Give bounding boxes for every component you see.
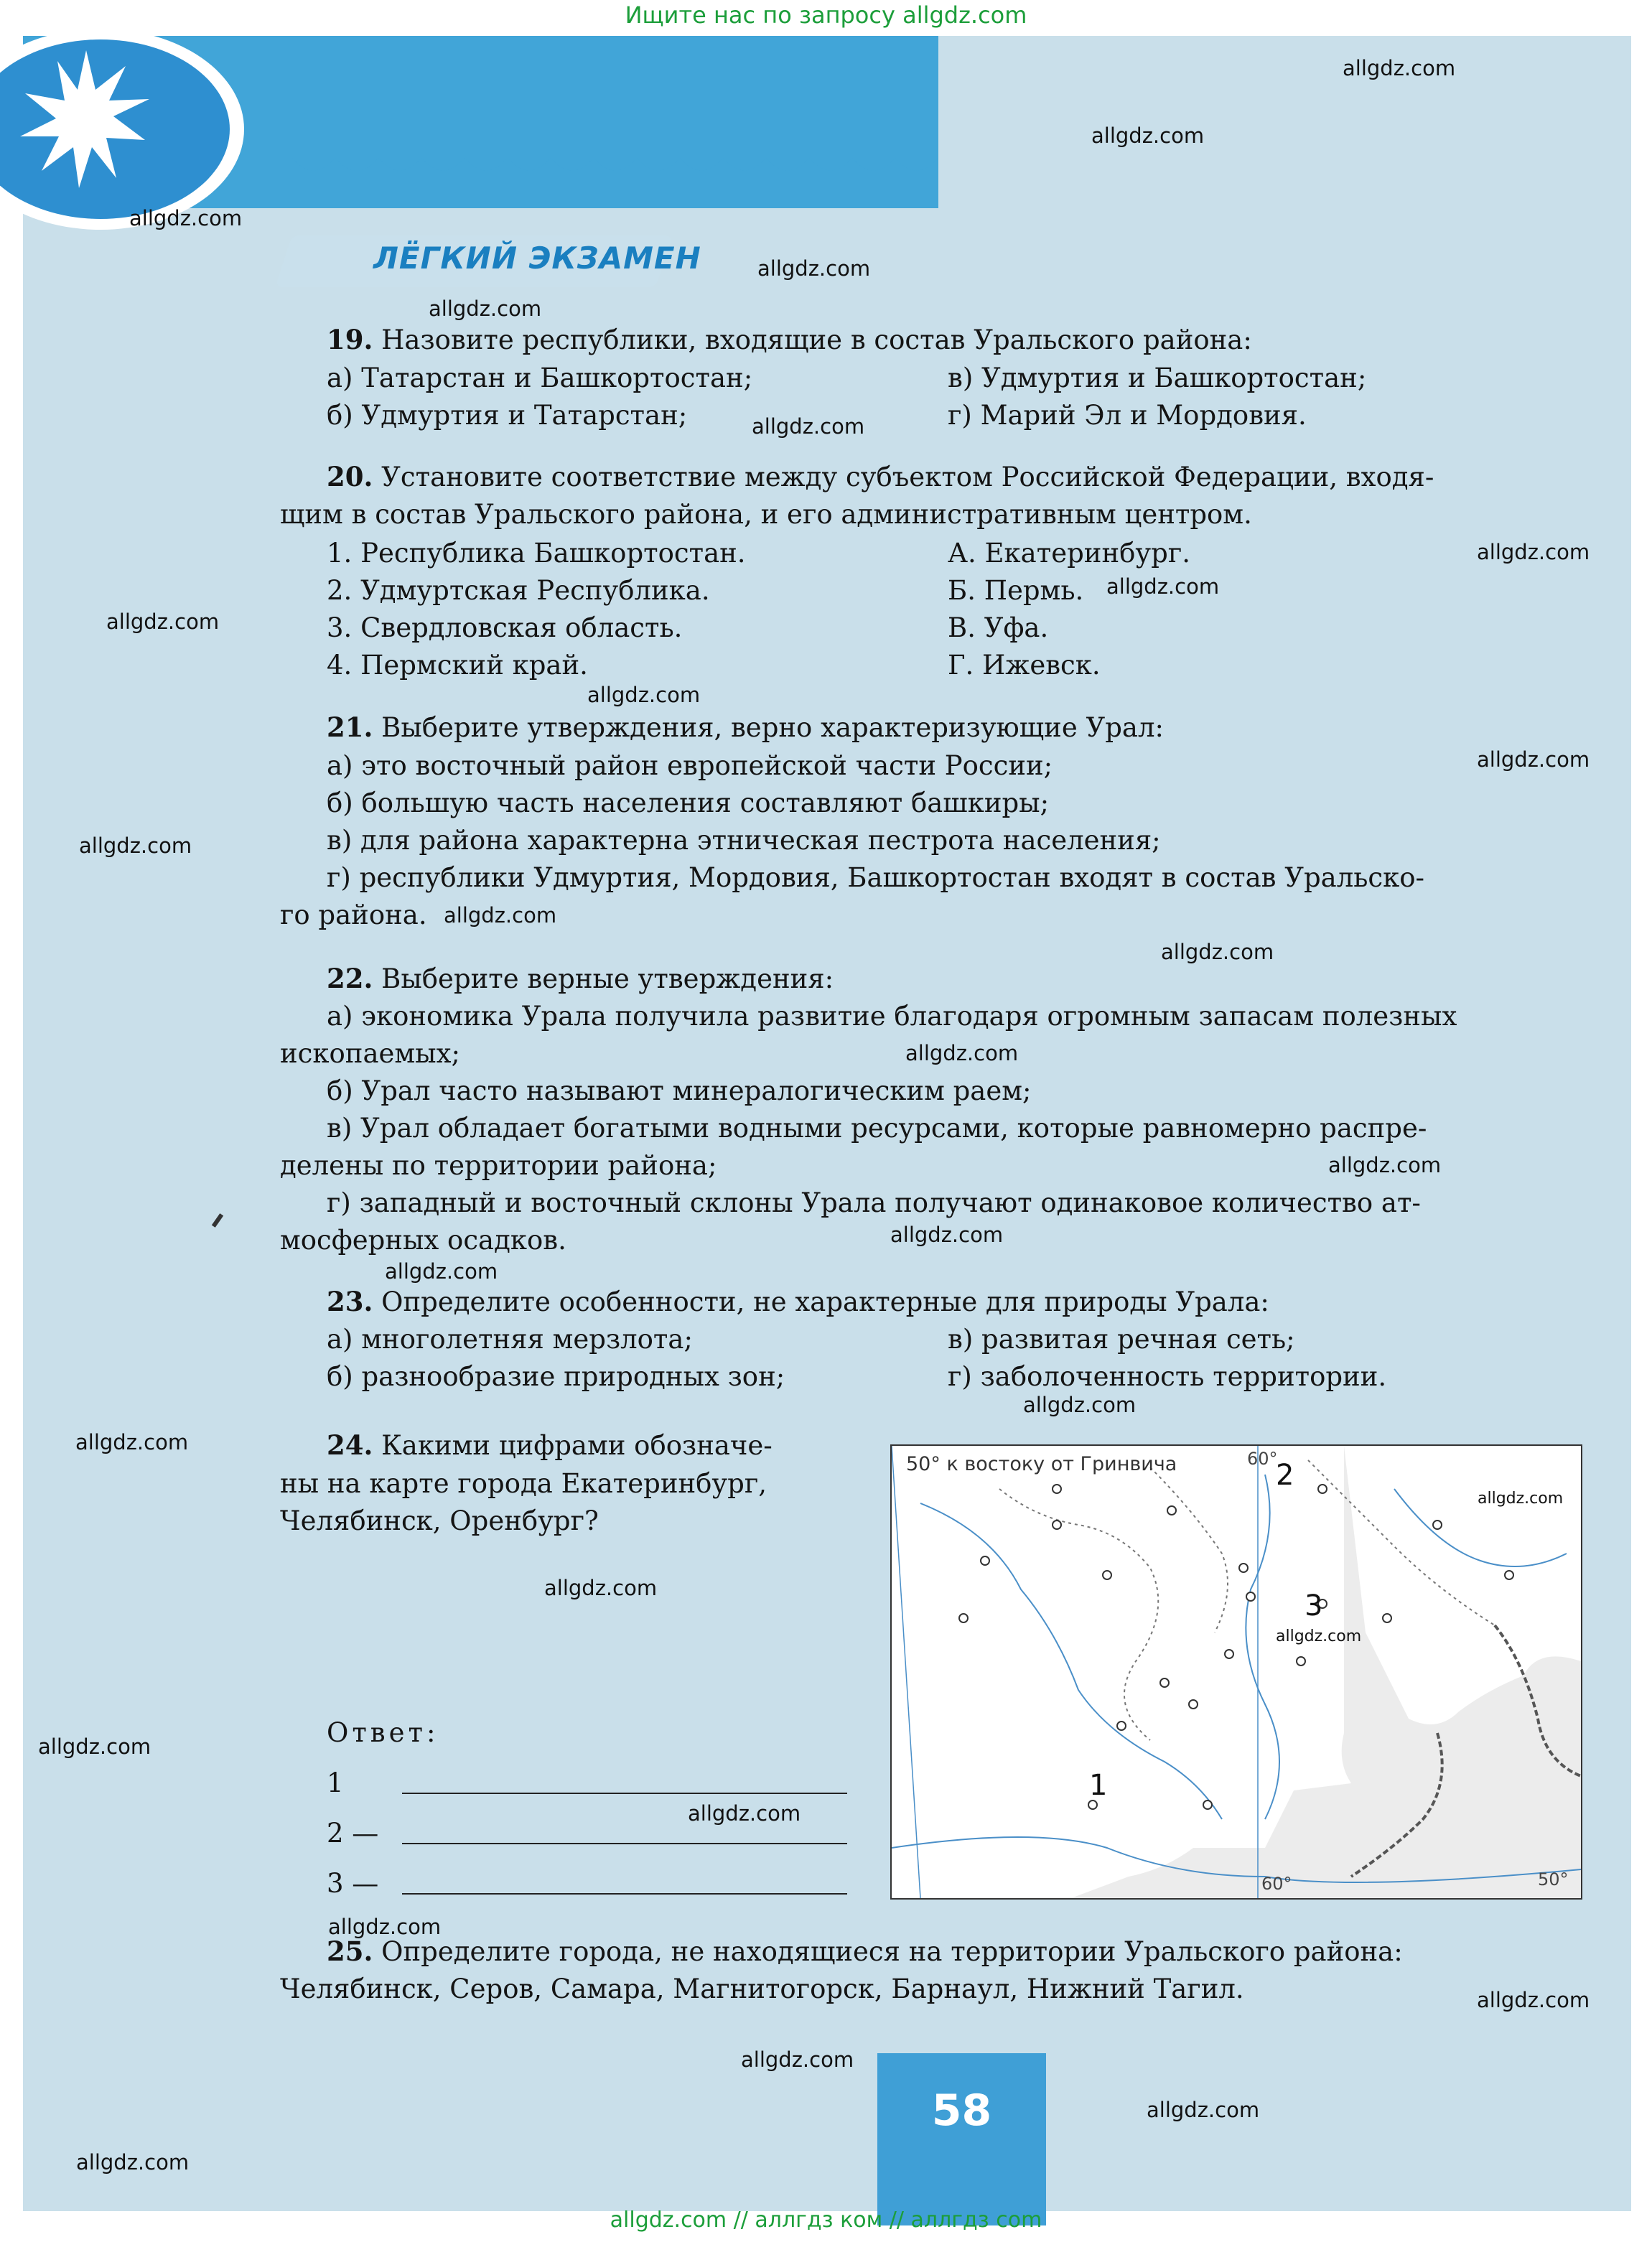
- watermark: allgdz.com: [1477, 540, 1590, 564]
- watermark: allgdz.com: [385, 1259, 498, 1284]
- map-tick-60-bottom: 60°: [1261, 1874, 1292, 1894]
- q24-answer-3-field[interactable]: [402, 1893, 847, 1895]
- watermark: allgdz.com: [1023, 1393, 1137, 1417]
- q22-option-a: а) экономика Урала получила развитие благодаря огромным запасам полезных: [327, 1001, 1457, 1032]
- watermark: allgdz.com: [79, 833, 192, 858]
- watermark: allgdz.com: [688, 1801, 801, 1826]
- q20-right-d: Г. Ижевск.: [948, 650, 1101, 681]
- watermark: allgdz.com: [1343, 56, 1456, 80]
- q25-title: 25. Определите города, не находящиеся на территории Уральского района:: [327, 1935, 1403, 1967]
- q20-left-3: 3. Свердловская область.: [327, 612, 683, 643]
- watermark: allgdz.com: [75, 1430, 189, 1454]
- watermark: allgdz.com: [106, 609, 220, 634]
- q24-answer-3-label: 3 —: [327, 1868, 379, 1899]
- watermark: allgdz.com: [1328, 1153, 1442, 1177]
- q22-option-d: г) западный и восточный склоны Урала получают одинаковое количество ат-: [327, 1187, 1421, 1218]
- watermark: allgdz.com: [328, 1915, 442, 1939]
- q24-title-cont-1: ны на карте города Екатеринбург,: [280, 1468, 767, 1499]
- q21-title: 21. Выберите утверждения, верно характеризующие Урал:: [327, 711, 1164, 743]
- q23-option-d: г) заболоченность территории.: [948, 1361, 1387, 1392]
- watermark: allgdz.com: [1147, 2098, 1260, 2122]
- watermark: allgdz.com: [1477, 747, 1590, 772]
- page-number: 58: [931, 2085, 992, 2136]
- map-tick-60-top: 60°: [1247, 1449, 1278, 1469]
- q21-option-d: г) республики Удмуртия, Мордовия, Башкортостан входят в состав Уральско-: [327, 862, 1424, 893]
- watermark: allgdz.com: [757, 256, 871, 281]
- q20-left-1: 1. Республика Башкортостан.: [327, 538, 746, 569]
- q22-title: 22. Выберите верные утверждения:: [327, 963, 834, 994]
- watermark: allgdz.com: [752, 414, 865, 439]
- q22-option-c: в) Урал обладает богатыми водными ресурсами, которые равномерно распре-: [327, 1113, 1427, 1144]
- q20-right-c: В. Уфа.: [948, 612, 1049, 643]
- q21-option-d-cont: го района.: [280, 900, 427, 930]
- watermark: allgdz.com: [129, 206, 243, 230]
- q19-option-a: а) Татарстан и Башкортостан;: [327, 363, 753, 393]
- q20-left-4: 4. Пермский край.: [327, 650, 588, 681]
- q20-right-b: Б. Пермь.: [948, 575, 1084, 606]
- q24-answer-2-field[interactable]: [402, 1843, 847, 1844]
- q22-option-d-cont: мосферных осадков.: [280, 1225, 566, 1256]
- q19-option-d: г) Марий Эл и Мордовия.: [948, 400, 1307, 431]
- top-search-link[interactable]: Ищите нас по запросу allgdz.com: [625, 1, 1027, 29]
- watermark: allgdz.com: [741, 2047, 854, 2072]
- watermark: allgdz.com: [444, 903, 557, 928]
- q20-right-a: А. Екатеринбург.: [948, 538, 1190, 569]
- map-tick-50: 50°: [1538, 1869, 1569, 1890]
- page-number-box: [877, 2053, 1046, 2225]
- watermark: allgdz.com: [1091, 123, 1205, 148]
- q22-option-b: б) Урал часто называют минералогическим раем;: [327, 1075, 1032, 1106]
- q19-option-b: б) Удмуртия и Татарстан;: [327, 400, 688, 431]
- map-graphic: [892, 1446, 1581, 1898]
- watermark: allgdz.com: [1106, 574, 1220, 599]
- q24-answer-2-label: 2 —: [327, 1818, 379, 1849]
- star-emblem-icon: [0, 22, 244, 237]
- watermark: allgdz.com: [1161, 940, 1274, 964]
- q24-answer-1-field[interactable]: [402, 1793, 847, 1794]
- watermark: allgdz.com: [1478, 1490, 1564, 1508]
- q20-left-2: 2. Удмуртская Республика.: [327, 575, 710, 606]
- watermark: allgdz.com: [1477, 1988, 1590, 2012]
- q20-title-cont: щим в состав Уральского района, и его административным центром.: [280, 499, 1252, 530]
- q22-option-c-cont: делены по территории района;: [280, 1150, 717, 1181]
- map-label-3: 3: [1305, 1589, 1323, 1622]
- q24-title-cont-2: Челябинск, Оренбург?: [280, 1505, 599, 1536]
- q20-title: 20. Установите соответствие между субъектом Российской Федерации, входя-: [327, 461, 1434, 492]
- watermark: allgdz.com: [76, 2150, 190, 2175]
- watermark: allgdz.com: [429, 296, 542, 321]
- watermark: allgdz.com: [905, 1041, 1019, 1065]
- watermark: allgdz.com: [1276, 1627, 1362, 1645]
- section-label: ЛЁГКИЙ ЭКЗАМЕН: [373, 240, 701, 276]
- watermark: allgdz.com: [544, 1576, 658, 1600]
- q23-title: 23. Определите особенности, не характерные для природы Урала:: [327, 1286, 1269, 1317]
- watermark: allgdz.com: [587, 683, 701, 707]
- map-label-1: 1: [1089, 1769, 1108, 1802]
- watermark: allgdz.com: [890, 1223, 1004, 1247]
- q25-title-cont: Челябинск, Серов, Самара, Магнитогорск, Барнаул, Нижний Тагил.: [280, 1974, 1244, 2004]
- q24-title: 24. Какими цифрами обозначе-: [327, 1429, 773, 1461]
- q24-answer-1-label: 1: [327, 1767, 344, 1798]
- q21-option-b: б) большую часть населения составляют башкиры;: [327, 788, 1050, 818]
- q19-title: 19. Назовите республики, входящие в состав Уральского района:: [327, 324, 1252, 355]
- bottom-site-links[interactable]: allgdz.com // аллгдз ком // аллгдз com: [610, 2208, 1042, 2233]
- q23-option-b: б) разнообразие природных зон;: [327, 1361, 785, 1392]
- q23-option-a: а) многолетняя мерзлота;: [327, 1324, 693, 1355]
- ural-map: [890, 1444, 1582, 1900]
- q24-answer-label: Ответ:: [327, 1717, 439, 1748]
- q19-option-c: в) Удмуртия и Башкортостан;: [948, 363, 1367, 393]
- map-meridian-caption: 50° к востоку от Гринвича: [906, 1453, 1177, 1475]
- q21-option-c: в) для района характерна этническая пестрота населения;: [327, 825, 1161, 856]
- q21-option-a: а) это восточный район европейской части России;: [327, 750, 1053, 781]
- watermark: allgdz.com: [38, 1734, 151, 1759]
- q23-option-c: в) развитая речная сеть;: [948, 1324, 1295, 1355]
- map-label-2: 2: [1276, 1459, 1294, 1492]
- q22-option-a-cont: ископаемых;: [280, 1038, 460, 1069]
